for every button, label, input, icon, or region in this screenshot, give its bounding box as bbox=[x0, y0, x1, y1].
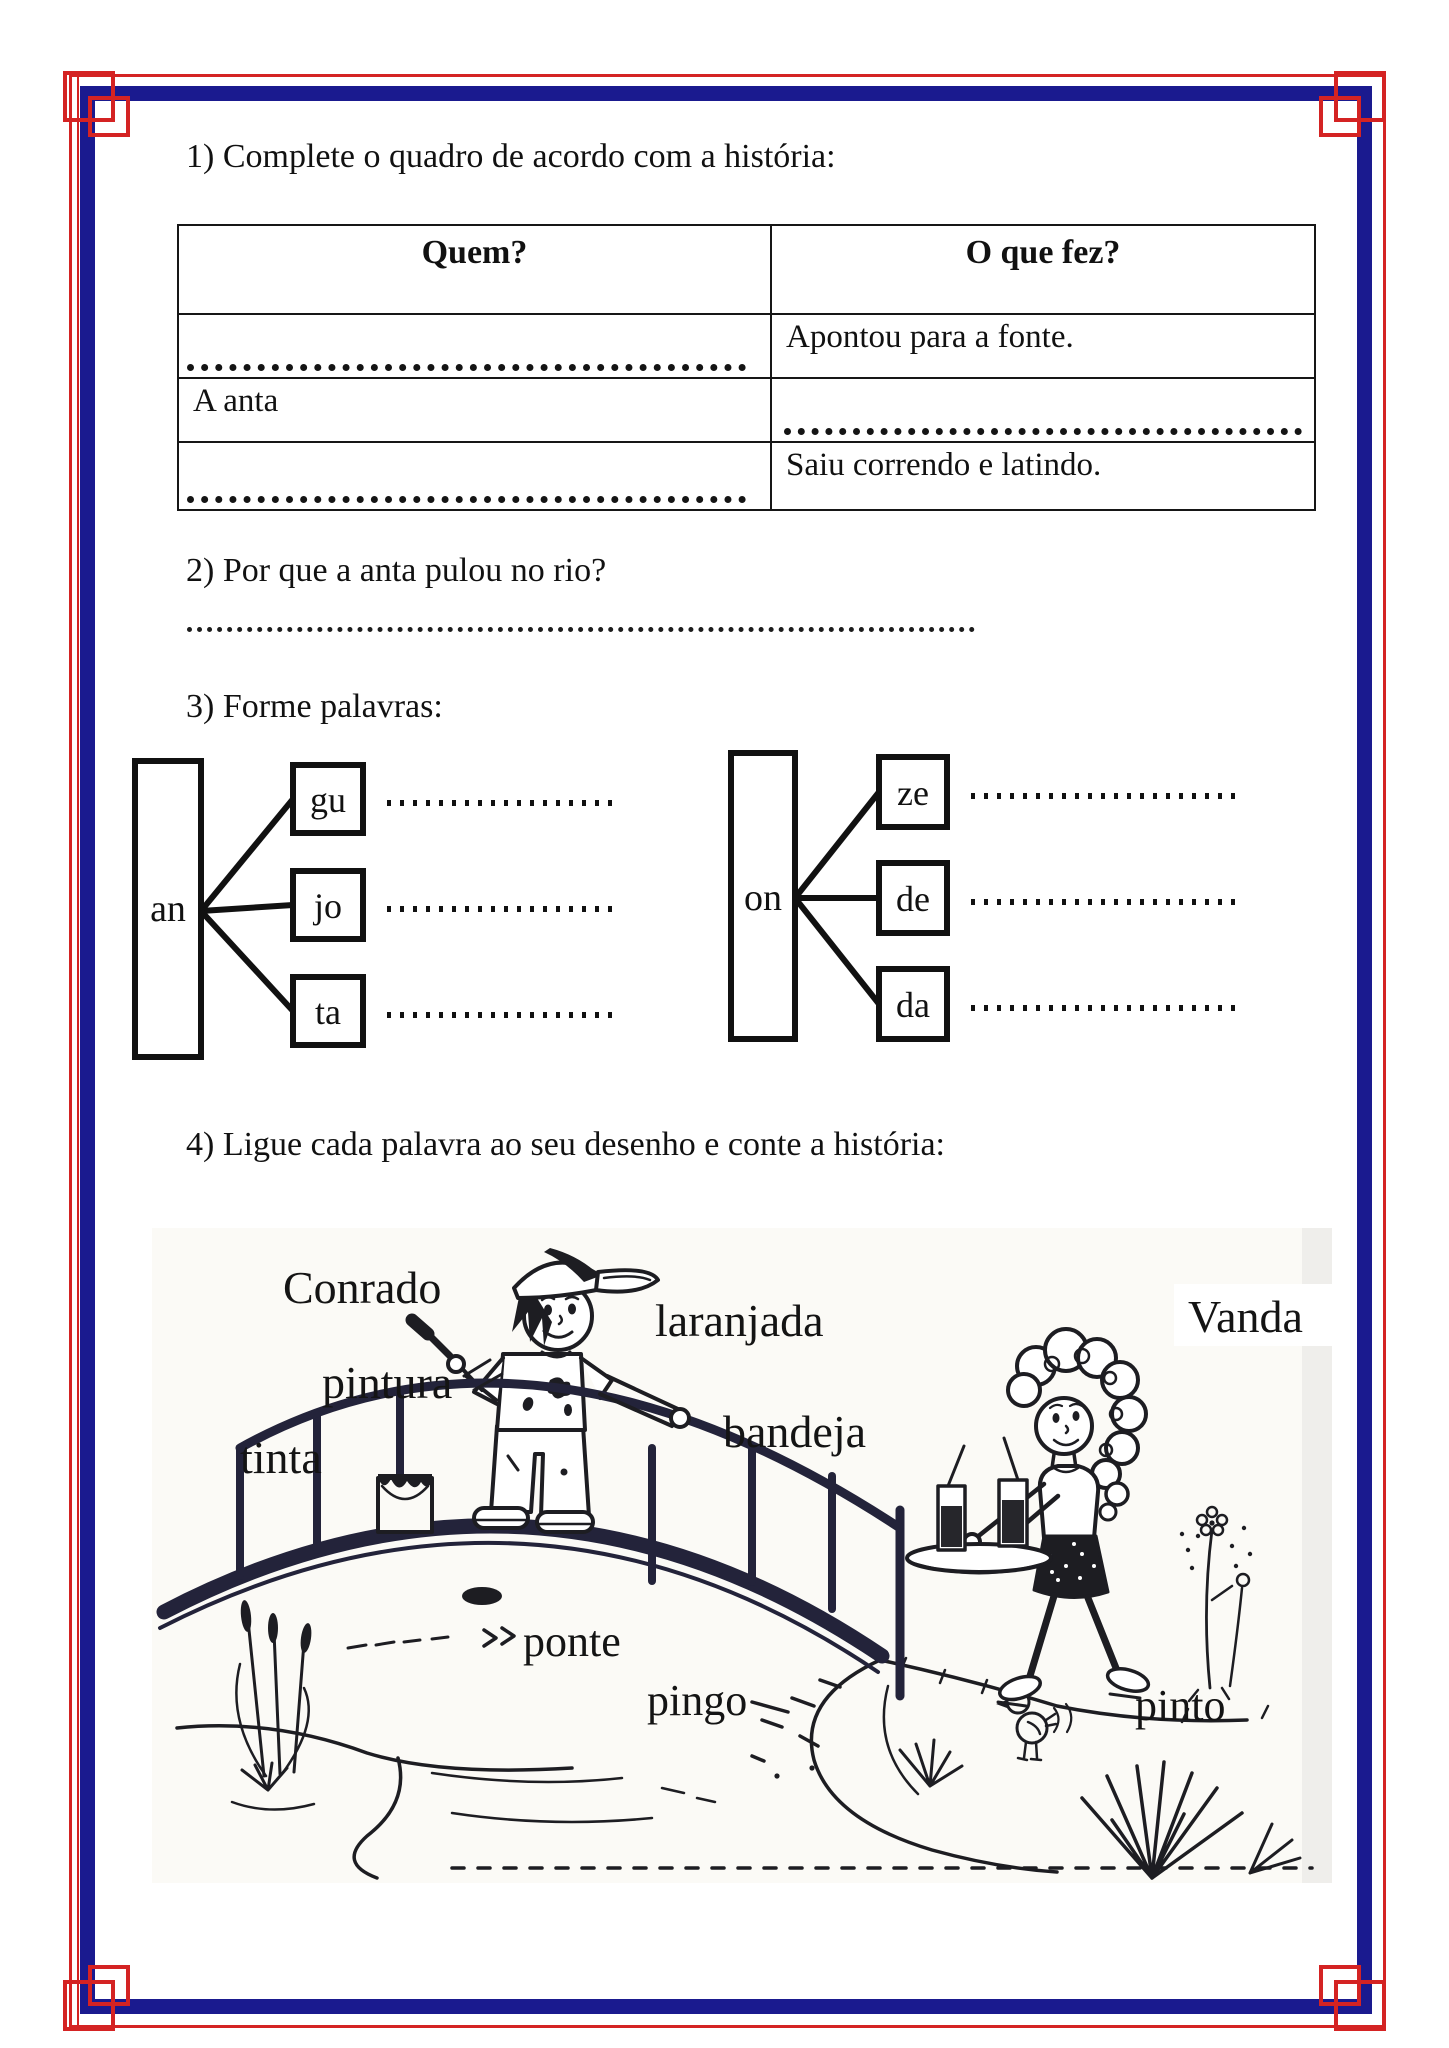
table-header-quem: Quem? bbox=[179, 226, 772, 313]
ending-de-label: de bbox=[896, 879, 930, 919]
cattails bbox=[232, 1600, 314, 1810]
word-diagram-on bbox=[723, 748, 1283, 1050]
question-3-label: 3) Forme palavras: bbox=[186, 688, 443, 725]
corner-ornament-top-right-inner bbox=[1319, 96, 1361, 137]
table-cell-quem-blank bbox=[179, 315, 772, 377]
paint-drips bbox=[752, 1680, 840, 1779]
stem-on-label: on bbox=[744, 877, 782, 919]
label-ponte: ponte bbox=[523, 1617, 621, 1666]
table-header-row bbox=[179, 226, 1314, 313]
connector-line bbox=[795, 792, 879, 898]
connector-line bbox=[201, 911, 293, 1011]
cell-text: Saiu correndo e latindo. bbox=[786, 447, 1102, 483]
connector-line bbox=[201, 799, 293, 911]
question-2-label: 2) Por que a anta pulou no rio? bbox=[186, 552, 607, 589]
table-cell-fez bbox=[772, 443, 1314, 509]
ending-gu-label: gu bbox=[310, 780, 346, 820]
label-vanda: Vanda bbox=[1188, 1291, 1303, 1342]
corner-ornament-top-left-inner bbox=[88, 96, 130, 137]
corner-ornament-bottom-left-inner bbox=[88, 1965, 130, 2006]
table-cell-quem-blank bbox=[179, 443, 772, 509]
table-header-oquefez: O que fez? bbox=[965, 234, 1121, 271]
answer-dotted-line bbox=[187, 603, 975, 632]
connector-line bbox=[795, 898, 879, 1004]
river-and-banks bbox=[177, 1587, 1312, 1878]
label-bandeja: bandeja bbox=[723, 1406, 867, 1457]
table-cell-fez bbox=[772, 315, 1314, 377]
label-pinto: pinto bbox=[1135, 1681, 1226, 1730]
scene-drawing bbox=[152, 1228, 1332, 1883]
ending-da-label: da bbox=[896, 985, 930, 1025]
stem-an-label: an bbox=[150, 888, 186, 930]
label-tinta: tinta bbox=[240, 1432, 322, 1483]
table-row bbox=[179, 441, 1314, 509]
word-diagram-an bbox=[105, 753, 635, 1065]
corner-ornament-bottom-right-inner bbox=[1319, 1965, 1361, 2006]
ending-ze-label: ze bbox=[897, 773, 929, 813]
table-cell-fez-blank bbox=[772, 379, 1314, 441]
cell-text: A anta bbox=[193, 383, 279, 419]
quem-oquefez-table bbox=[177, 224, 1316, 511]
paint-can bbox=[378, 1474, 432, 1532]
answer-dotted-line bbox=[187, 364, 746, 371]
flowers bbox=[1180, 1507, 1252, 1701]
ending-jo-label: jo bbox=[313, 886, 343, 926]
table-row bbox=[179, 313, 1314, 377]
girl-figure bbox=[964, 1329, 1151, 1706]
tray bbox=[907, 1544, 1051, 1573]
label-pingo: pingo bbox=[647, 1676, 748, 1725]
story-illustration bbox=[152, 1228, 1332, 1883]
question-1-label: 1) Complete o quadro de acordo com a história: bbox=[186, 138, 836, 175]
label-laranjada: laranjada bbox=[655, 1295, 824, 1346]
chick-figure bbox=[996, 1691, 1071, 1760]
label-conrado: Conrado bbox=[283, 1262, 442, 1313]
ending-ta-label: ta bbox=[315, 992, 341, 1032]
connector-line bbox=[201, 905, 293, 911]
label-pintura: pintura bbox=[322, 1357, 453, 1408]
table-cell-quem bbox=[179, 379, 772, 441]
inner-red-left-line bbox=[77, 74, 79, 2028]
question-4-label: 4) Ligue cada palavra ao seu desenho e conte a história: bbox=[186, 1126, 946, 1163]
answer-dotted-line bbox=[784, 428, 1302, 435]
answer-dotted-line bbox=[187, 496, 746, 503]
table-row bbox=[179, 377, 1314, 441]
cell-text: Apontou para a fonte. bbox=[786, 319, 1074, 355]
